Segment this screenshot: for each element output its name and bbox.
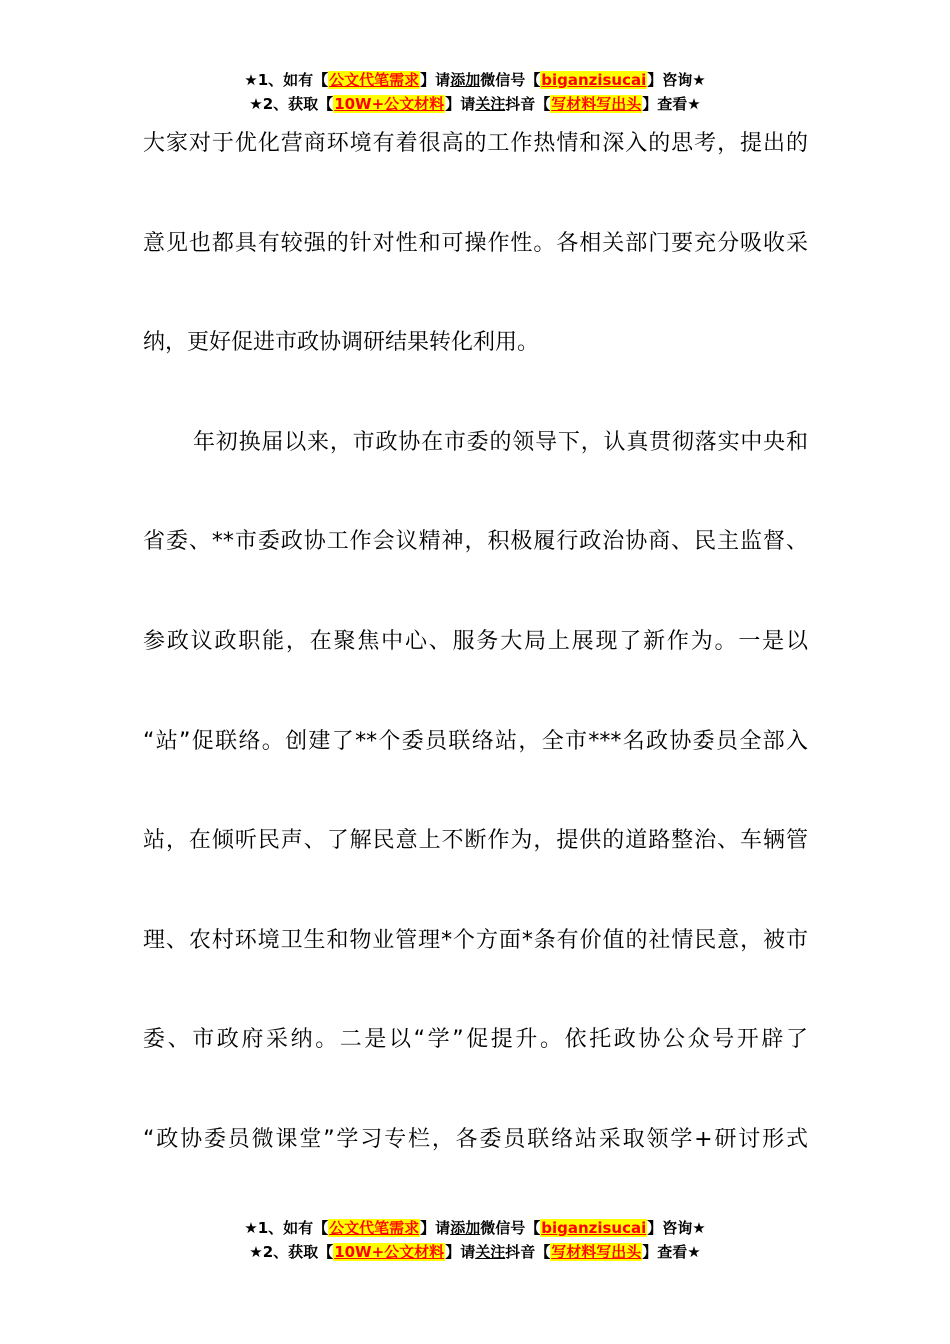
text-line: 站，在倾听民声、了解民意上不断作为，提供的道路整治、车辆管 xyxy=(143,828,808,854)
text-line: 大家对于优化营商环境有着很高的工作热情和深入的思考，提出的 xyxy=(143,131,808,156)
banner-text: ★2、获取【 xyxy=(249,95,334,113)
banner-text: 】请 xyxy=(420,71,451,89)
banner-underlined-text: 关注 xyxy=(475,1243,506,1261)
text-line: 纳，更好促进市政协调研结果转化利用。 xyxy=(143,330,540,356)
text-line: 年初换届以来，市政协在市委的领导下，认真贯彻落实中央和 xyxy=(193,429,808,455)
banner-highlight: 公文代笔需求 xyxy=(329,71,420,89)
banner-underlined-text: 关注 xyxy=(475,95,506,113)
banner-highlight: 10W+公文材料 xyxy=(334,1243,445,1261)
banner-line-2 xyxy=(0,1240,950,1264)
banner-highlight: biganzisucai xyxy=(541,71,647,89)
banner-highlight: 公文代笔需求 xyxy=(329,1219,420,1237)
banner-text: 】查看★ xyxy=(642,95,701,113)
banner-text: ★1、如有【 xyxy=(244,1219,329,1237)
banner-line-1 xyxy=(0,68,950,92)
banner-text: ★2、获取【 xyxy=(249,1243,334,1261)
text-line: 省委、**市委政协工作会议精神，积极履行政治协商、民主监督、 xyxy=(143,529,808,555)
banner-text: 】请 xyxy=(420,1219,451,1237)
banner-text: 微信号【 xyxy=(480,1219,541,1237)
banner-text: 】咨询★ xyxy=(647,1219,706,1237)
banner-underlined-text: 添加 xyxy=(450,1219,481,1237)
banner-underlined-text: 添加 xyxy=(450,71,481,89)
text-line: 理、农村环境卫生和物业管理*个方面*条有价值的社情民意，被市 xyxy=(143,927,808,953)
footer-banner xyxy=(0,1216,950,1264)
banner-text: 】咨询★ xyxy=(647,71,706,89)
banner-text: 抖音【 xyxy=(505,1243,551,1261)
text-line: 委、市政府采纳。二是以“学”促提升。依托政协公众号开辟了 xyxy=(143,1027,808,1053)
banner-highlight: biganzisucai xyxy=(541,1219,647,1237)
banner-line-2 xyxy=(0,92,950,116)
banner-highlight: 写材料写出头 xyxy=(551,95,642,113)
text-line: “政协委员微课堂”学习专栏，各委员联络站采取领学+研讨形式 xyxy=(143,1126,808,1152)
banner-text: 抖音【 xyxy=(505,95,551,113)
banner-text: 】请 xyxy=(445,95,476,113)
text-line: 参政议政职能，在聚焦中心、服务大局上展现了新作为。一是以 xyxy=(143,628,808,654)
text-line: 意见也都具有较强的针对性和可操作性。各相关部门要充分吸收采 xyxy=(143,230,808,256)
text-line: “站”促联络。创建了**个委员联络站，全市***名政协委员全部入 xyxy=(143,728,808,754)
header-banner xyxy=(0,68,950,116)
banner-line-1 xyxy=(0,1216,950,1240)
banner-text: 】查看★ xyxy=(642,1243,701,1261)
banner-highlight: 写材料写出头 xyxy=(551,1243,642,1261)
document-body xyxy=(143,114,808,1210)
banner-text: 】请 xyxy=(445,1243,476,1261)
banner-text: ★1、如有【 xyxy=(244,71,329,89)
banner-highlight: 10W+公文材料 xyxy=(334,95,445,113)
banner-text: 微信号【 xyxy=(480,71,541,89)
